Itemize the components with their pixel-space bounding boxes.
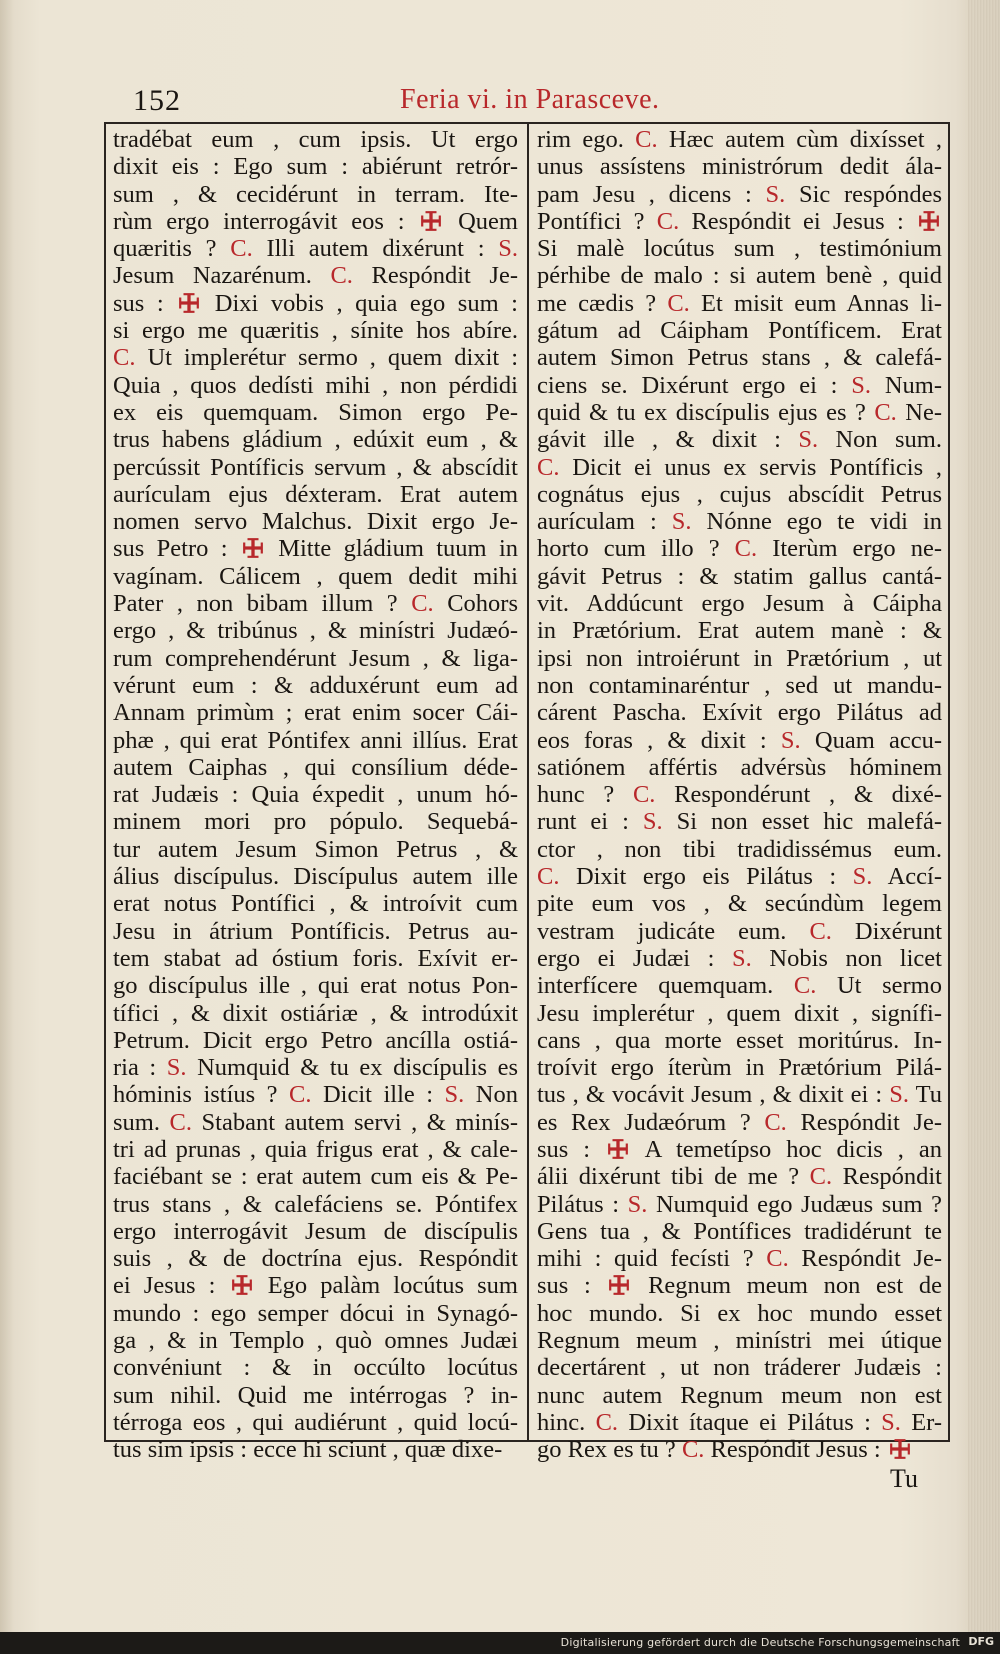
text-segment: rat Judæis : Quia éxpedit , unum hó-	[113, 781, 518, 809]
text-line	[113, 481, 518, 508]
rubric-marker: C.	[289, 1081, 312, 1109]
text-segment: satiónem affértis advérsùs hóminem	[537, 753, 942, 781]
text-segment: Quam accu-	[800, 726, 942, 754]
rubric-marker: S.	[889, 1081, 910, 1109]
text-line	[113, 317, 518, 344]
text-segment: quid & tu ex discípulis ejus es ?	[537, 398, 875, 426]
rubric-marker: S.	[498, 235, 518, 263]
text-segment: Regnum meum non est de	[632, 1272, 942, 1300]
text-line	[537, 590, 942, 617]
text-line	[537, 1409, 942, 1436]
text-segment: ex eis quemquam. Simon ergo Pe-	[113, 398, 518, 426]
text-segment: Cohors	[433, 590, 518, 618]
text-line	[113, 208, 518, 235]
text-segment: rim ego.	[537, 126, 636, 153]
text-segment: Nónne ego te vidi in	[691, 508, 942, 536]
text-line	[113, 590, 518, 617]
text-line	[113, 508, 518, 535]
rubric-marker: C.	[681, 1436, 705, 1464]
text-segment: Pontífici ?	[537, 207, 657, 235]
cross-potent-icon	[242, 537, 264, 559]
rubric-marker: C.	[330, 262, 353, 290]
text-line	[113, 153, 518, 180]
text-segment: es Rex Judæórum ?	[537, 1108, 765, 1136]
text-segment: Respóndit	[832, 1163, 942, 1191]
text-line	[113, 1136, 518, 1163]
text-segment: Respóndit Jesus :	[704, 1436, 887, 1464]
text-line	[537, 208, 942, 235]
text-segment: vit. Addúcunt ergo Jesum à Cáipha	[537, 590, 942, 618]
text-line	[537, 153, 942, 180]
text-line	[537, 181, 942, 208]
text-segment: Si malè locútus sum , testimónium	[537, 235, 942, 263]
text-segment: vagínam. Cálicem , quem dedit mihi	[113, 562, 518, 590]
text-line	[537, 262, 942, 289]
text-line	[537, 1027, 942, 1054]
text-segment: Accí-	[872, 863, 942, 891]
text-segment: autem Caiphas , qui consílium déde-	[113, 753, 518, 781]
text-segment: Dixit ítaque ei Pilátus :	[618, 1408, 882, 1436]
text-line	[537, 235, 942, 262]
text-segment: cognátus ejus , cujus abscídit Petrus	[537, 480, 942, 508]
rubric-marker: C.	[537, 863, 560, 891]
text-line	[113, 808, 518, 835]
text-line	[113, 1354, 518, 1381]
text-segment: dixit eis : Ego sum : abiérunt retrór-	[113, 153, 518, 181]
text-line	[113, 617, 518, 644]
text-segment: Annam primùm ; erat enim socer Cái-	[113, 699, 518, 727]
rubric-marker: S.	[166, 1054, 187, 1082]
text-segment: Pilátus :	[537, 1190, 628, 1218]
text-line	[537, 1081, 942, 1108]
rubric-marker: C.	[537, 453, 560, 481]
text-line	[537, 617, 942, 644]
text-line	[113, 699, 518, 726]
text-segment: Dixérunt	[831, 917, 942, 945]
text-line	[537, 1382, 942, 1409]
text-segment: Respondérunt , & dixé-	[655, 781, 942, 809]
text-segment: álii dixérunt tibi de me ?	[537, 1163, 810, 1191]
text-segment: cans , qua morte esset moritúrus. In-	[537, 1026, 942, 1054]
text-segment: cárent Pascha. Exívit ergo Pilátus ad	[537, 699, 942, 727]
text-line	[113, 1436, 518, 1463]
text-line	[537, 699, 942, 726]
text-segment: ria :	[113, 1054, 167, 1082]
text-segment: Ne-	[896, 398, 942, 426]
text-segment: Jesu implerétur , quem dixit , signífi-	[537, 999, 942, 1027]
text-segment: vérunt eum : & adduxérunt eum ad	[113, 671, 518, 699]
text-segment: Respóndit Je-	[788, 1245, 942, 1273]
rubric-marker: C.	[632, 781, 656, 809]
text-line	[537, 399, 942, 426]
text-line	[537, 290, 942, 317]
text-line	[537, 1327, 942, 1354]
text-line	[113, 1300, 518, 1327]
text-segment: ei Jesus :	[113, 1272, 229, 1300]
text-segment: Dicit ille :	[311, 1081, 445, 1109]
text-segment: Iterùm ergo ne-	[757, 535, 942, 563]
text-segment: Respóndit ei Jesus :	[679, 207, 916, 235]
page-fore-edge	[968, 0, 1000, 1654]
text-line	[537, 1218, 942, 1245]
text-segment: pérhibe de malo : si autem benè , quid	[537, 262, 942, 290]
text-segment: hoc mundo. Si ex hoc mundo esset	[537, 1299, 942, 1327]
rubric-marker: S.	[852, 863, 873, 891]
cross-potent-icon	[607, 1138, 629, 1160]
text-line	[113, 972, 518, 999]
text-segment: unus assístens ministrórum dedit ála-	[537, 153, 942, 181]
text-line	[537, 727, 942, 754]
text-line	[113, 1245, 518, 1272]
text-segment: sum , & cecidérunt in terram. Ite-	[113, 180, 518, 208]
rubric-marker: C.	[656, 207, 680, 235]
cross-potent-icon	[918, 210, 940, 232]
text-segment: ga , & in Templo , quò omnes Judæi	[113, 1327, 518, 1355]
column-divider	[527, 124, 529, 1442]
text-segment: Stabant autem servi , & minís-	[191, 1108, 518, 1136]
text-line	[113, 1163, 518, 1190]
text-line	[113, 454, 518, 481]
text-segment: Respóndit Je-	[786, 1108, 942, 1136]
text-line	[113, 918, 518, 945]
text-segment: Ut sermo	[816, 972, 942, 1000]
right-column	[537, 126, 942, 1464]
rubric-marker: S.	[671, 508, 692, 536]
text-segment: non contaminaréntur , sed ut mandu-	[537, 671, 942, 699]
text-line	[113, 836, 518, 863]
text-segment: ipsi non introiérunt in Prætórium , ut	[537, 644, 942, 672]
text-line	[113, 290, 518, 317]
text-line	[113, 754, 518, 781]
rubric-marker: C.	[595, 1408, 619, 1436]
text-segment: tus sim ipsis : ecce hi sciunt , quæ dixe-	[113, 1436, 503, 1464]
text-line	[537, 481, 942, 508]
text-segment: Et misit eum Annas li-	[689, 289, 942, 317]
cross-potent-icon	[420, 210, 442, 232]
text-line	[537, 1136, 942, 1163]
footer-credit: Digitalisierung gefördert durch die Deutsche Forschungsgemeinschaft	[560, 1636, 960, 1649]
text-line	[537, 672, 942, 699]
text-line	[113, 563, 518, 590]
text-line	[113, 1327, 518, 1354]
text-line	[113, 181, 518, 208]
text-segment: Dixi vobis , quia ego sum :	[202, 289, 518, 317]
text-segment: Ut implerétur sermo , quem dixit :	[135, 344, 518, 372]
rubric-marker: C.	[809, 917, 832, 945]
text-line	[113, 672, 518, 699]
text-segment: minem mori pro pópulo. Sequebá-	[113, 808, 518, 836]
text-segment: tradébat eum , cum ipsis. Ut ergo	[113, 126, 518, 153]
text-segment: sus :	[113, 289, 177, 317]
text-segment: gávit ille , & dixit :	[537, 426, 799, 454]
rubric-marker: C.	[230, 235, 253, 263]
text-segment: Hæc autem cùm dixísset ,	[657, 126, 942, 153]
text-line	[537, 890, 942, 917]
text-segment: Sic respóndes	[785, 180, 942, 208]
text-line	[113, 863, 518, 890]
cross-potent-icon	[178, 292, 200, 314]
text-segment: Gens tua , & Pontífices tradidérunt te	[537, 1217, 942, 1245]
text-line	[113, 1218, 518, 1245]
dfg-logo: DFG	[968, 1635, 994, 1648]
text-segment: vestram judicáte eum.	[537, 917, 810, 945]
text-segment: sus :	[537, 1135, 606, 1163]
text-segment: tem stabat ad óstium foris. Exívit er-	[113, 944, 518, 972]
text-line	[537, 645, 942, 672]
text-segment: térroga eos , qui audiérunt , quid locú-	[113, 1408, 518, 1436]
text-line	[537, 1054, 942, 1081]
text-segment: tífici , & dixit ostiáriæ , & introdúxit	[113, 999, 518, 1027]
text-line	[537, 918, 942, 945]
text-segment: tur autem Jesum Simon Petrus , &	[113, 835, 518, 863]
text-line	[537, 1245, 942, 1272]
rubric-marker: C.	[766, 1245, 789, 1273]
text-segment: Non sum.	[818, 426, 942, 454]
text-segment: rum comprehendérunt Jesum , & liga-	[113, 644, 518, 672]
text-line	[113, 945, 518, 972]
text-segment: trus stans , & calefáciens se. Póntifex	[113, 1190, 518, 1218]
text-segment: gátum ad Cáipham Pontíficem. Erat	[537, 317, 942, 345]
text-segment: Pater , non bibam illum ?	[113, 590, 412, 618]
text-segment: phæ , qui erat Póntifex anni illíus. Erat	[113, 726, 518, 754]
text-line	[537, 945, 942, 972]
rubric-marker: C.	[635, 126, 658, 153]
text-segment: aurículam ejus déxteram. Erat autem	[113, 480, 518, 508]
text-line	[113, 1027, 518, 1054]
text-segment: pite eum vos , & secúndùm legem	[537, 890, 942, 918]
text-segment: quæritis ?	[113, 235, 231, 263]
text-segment: Mitte gládium tuum in	[265, 535, 518, 563]
text-segment: hóminis istíus ?	[113, 1081, 290, 1109]
text-segment: Respóndit Je-	[352, 262, 518, 290]
text-segment: sum.	[113, 1108, 170, 1136]
text-segment: sus Petro :	[113, 535, 240, 563]
text-line	[537, 508, 942, 535]
text-segment: Numquid ego Judæus sum ?	[647, 1190, 942, 1218]
text-segment: Num-	[871, 371, 942, 399]
text-segment: ctor , non tibi tradidissémus eum.	[537, 835, 942, 863]
text-line	[113, 1109, 518, 1136]
text-line	[537, 1300, 942, 1327]
rubric-marker: C.	[113, 344, 136, 372]
text-segment: Si non esset hic malefá-	[662, 808, 942, 836]
text-line	[113, 126, 518, 153]
rubric-marker: S.	[444, 1081, 465, 1109]
text-segment: Dixit ergo eis Pilátus :	[559, 863, 853, 891]
rubric-marker: S.	[851, 371, 872, 399]
text-line	[537, 426, 942, 453]
text-line	[113, 399, 518, 426]
text-line	[113, 372, 518, 399]
rubric-marker: C.	[809, 1163, 833, 1191]
text-segment: gávit Petrus : & statim gallus cantá-	[537, 562, 942, 590]
text-segment: go discípulus ille , qui erat notus Pon-	[113, 972, 518, 1000]
rubric-marker: S.	[765, 180, 786, 208]
text-line	[537, 1163, 942, 1190]
text-segment: in Prætórium. Erat autem manè : &	[537, 617, 942, 645]
text-line	[537, 1000, 942, 1027]
text-line	[537, 372, 942, 399]
text-segment: sus :	[537, 1272, 607, 1300]
rubric-marker: C.	[793, 972, 817, 1000]
text-segment: autem Simon Petrus stans , & calefá-	[537, 344, 942, 372]
text-line	[113, 235, 518, 262]
text-line	[113, 781, 518, 808]
text-segment: Dicit ei unus ex servis Pontíficis ,	[559, 453, 942, 481]
rubric-marker: S.	[627, 1190, 648, 1218]
text-segment: si ergo me quæritis , sínite hos abíre.	[113, 317, 518, 345]
left-column	[113, 126, 518, 1464]
text-segment: tus , & vocávit Jesum , & dixit ei :	[537, 1081, 890, 1109]
text-segment: hunc ?	[537, 781, 633, 809]
text-segment: ergo , & tribúnus , & minístri Judæó-	[113, 617, 518, 645]
text-segment: Er-	[900, 1408, 942, 1436]
text-segment: ciens se. Dixérunt ergo ei :	[537, 371, 852, 399]
text-line	[537, 344, 942, 371]
text-line	[537, 754, 942, 781]
cross-potent-icon	[889, 1438, 911, 1460]
text-line	[537, 1436, 942, 1463]
rubric-marker: C.	[169, 1108, 192, 1136]
text-line	[113, 727, 518, 754]
page-number: 152	[133, 84, 181, 117]
text-segment: Illi autem dixérunt :	[252, 235, 499, 263]
rubric-marker: S.	[732, 944, 752, 972]
text-segment: troívit ergo íterùm in Prætórium Pilá-	[537, 1054, 942, 1082]
text-segment: Numquid & tu ex discípulis es	[186, 1054, 518, 1082]
text-segment: convéniunt : & in occúlto locútus	[113, 1354, 518, 1382]
text-line	[537, 808, 942, 835]
text-segment: hinc.	[537, 1408, 596, 1436]
text-segment: me cædis ?	[537, 289, 668, 317]
text-segment: pam Jesu , dicens :	[537, 180, 766, 208]
text-line	[113, 426, 518, 453]
text-line	[537, 972, 942, 999]
text-line	[537, 781, 942, 808]
rubric-marker: C.	[411, 590, 434, 618]
text-segment: mundo : ego semper dócui in Synagó-	[113, 1299, 518, 1327]
text-line	[537, 563, 942, 590]
rubric-marker: C.	[734, 535, 758, 563]
rubric-marker: C.	[667, 289, 690, 317]
text-segment: sum nihil. Quid me intérrogas ? in-	[113, 1381, 518, 1409]
rubric-marker: S.	[798, 426, 819, 454]
text-segment: trus habens gládium , edúxit eum , &	[113, 426, 518, 454]
rubric-marker: S.	[881, 1408, 901, 1436]
text-segment: Non	[464, 1081, 518, 1109]
text-line	[537, 1191, 942, 1218]
rubric-marker: S.	[642, 808, 663, 836]
catchword: Tu	[890, 1464, 918, 1493]
cross-potent-icon	[608, 1274, 630, 1296]
text-segment: ergo ei Judæi :	[537, 944, 733, 972]
text-segment: rùm ergo interrogávit eos :	[113, 207, 419, 235]
text-line	[113, 262, 518, 289]
text-segment: Jesum Nazarénum.	[113, 262, 331, 290]
text-segment: tri ad prunas , quia frigus erat , & cale-	[113, 1135, 518, 1163]
text-line	[113, 1191, 518, 1218]
text-segment: Regnum meum , minístri mei útique	[537, 1327, 942, 1355]
text-line	[113, 1054, 518, 1081]
text-line	[537, 454, 942, 481]
rubric-marker: S.	[780, 726, 801, 754]
text-line	[537, 1109, 942, 1136]
cross-potent-icon	[231, 1274, 253, 1296]
text-line	[113, 1382, 518, 1409]
text-line	[537, 863, 942, 890]
text-segment: Jesu in átrium Pontíficis. Petrus au-	[113, 917, 518, 945]
text-segment: Petrum. Dicit ergo Petro ancílla ostiá-	[113, 1026, 518, 1054]
text-segment: álius discípulus. Discípulus autem ille	[113, 863, 518, 891]
text-segment: nomen servo Malchus. Dixit ergo Je-	[113, 508, 518, 536]
text-segment: Quia , quos dedísti mihi , non pérdidi	[113, 371, 518, 399]
text-line	[113, 344, 518, 371]
text-segment: ergo interrogávit Jesum de discípulis	[113, 1217, 518, 1245]
rubric-marker: C.	[764, 1108, 787, 1136]
text-line	[113, 890, 518, 917]
text-line	[113, 1081, 518, 1108]
text-line	[537, 535, 942, 562]
text-segment: Quem	[444, 207, 518, 235]
text-segment: interfícere quemquam.	[537, 972, 794, 1000]
text-line	[537, 126, 942, 153]
text-segment: Ego palàm locútus sum	[254, 1272, 518, 1300]
text-segment: eos foras , & dixit :	[537, 726, 781, 754]
text-line	[113, 535, 518, 562]
text-segment: suis , & de doctrína ejus. Respóndit	[113, 1245, 518, 1273]
text-line	[537, 836, 942, 863]
text-segment: go Rex es tu ?	[537, 1436, 682, 1464]
text-line	[113, 1409, 518, 1436]
text-segment: horto cum illo ?	[537, 535, 735, 563]
rubric-marker: C.	[874, 398, 897, 426]
text-segment: runt ei :	[537, 808, 643, 836]
text-segment: aurículam :	[537, 508, 672, 536]
text-segment: nunc autem Regnum meum non est	[537, 1381, 942, 1409]
text-segment: decertárent , ut non tráderer Judæis :	[537, 1354, 942, 1382]
text-segment: mihi : quid fecísti ?	[537, 1245, 767, 1273]
running-head: Feria vi. in Parasceve.	[400, 84, 660, 115]
text-line	[113, 645, 518, 672]
text-line	[113, 1000, 518, 1027]
text-segment: Nobis non licet	[751, 944, 942, 972]
text-segment: percússit Pontíficis servum , & abscídit	[113, 453, 518, 481]
text-line	[537, 1272, 942, 1299]
text-segment: A temetípso hoc dicis , an	[631, 1135, 942, 1163]
text-line	[113, 1272, 518, 1299]
text-line	[537, 1354, 942, 1381]
text-segment: erat notus Pontífici , & introívit cum	[113, 890, 518, 918]
text-line	[537, 317, 942, 344]
text-segment: Tu	[909, 1081, 942, 1109]
text-segment: faciébant se : erat autem cum eis & Pe-	[113, 1163, 518, 1191]
